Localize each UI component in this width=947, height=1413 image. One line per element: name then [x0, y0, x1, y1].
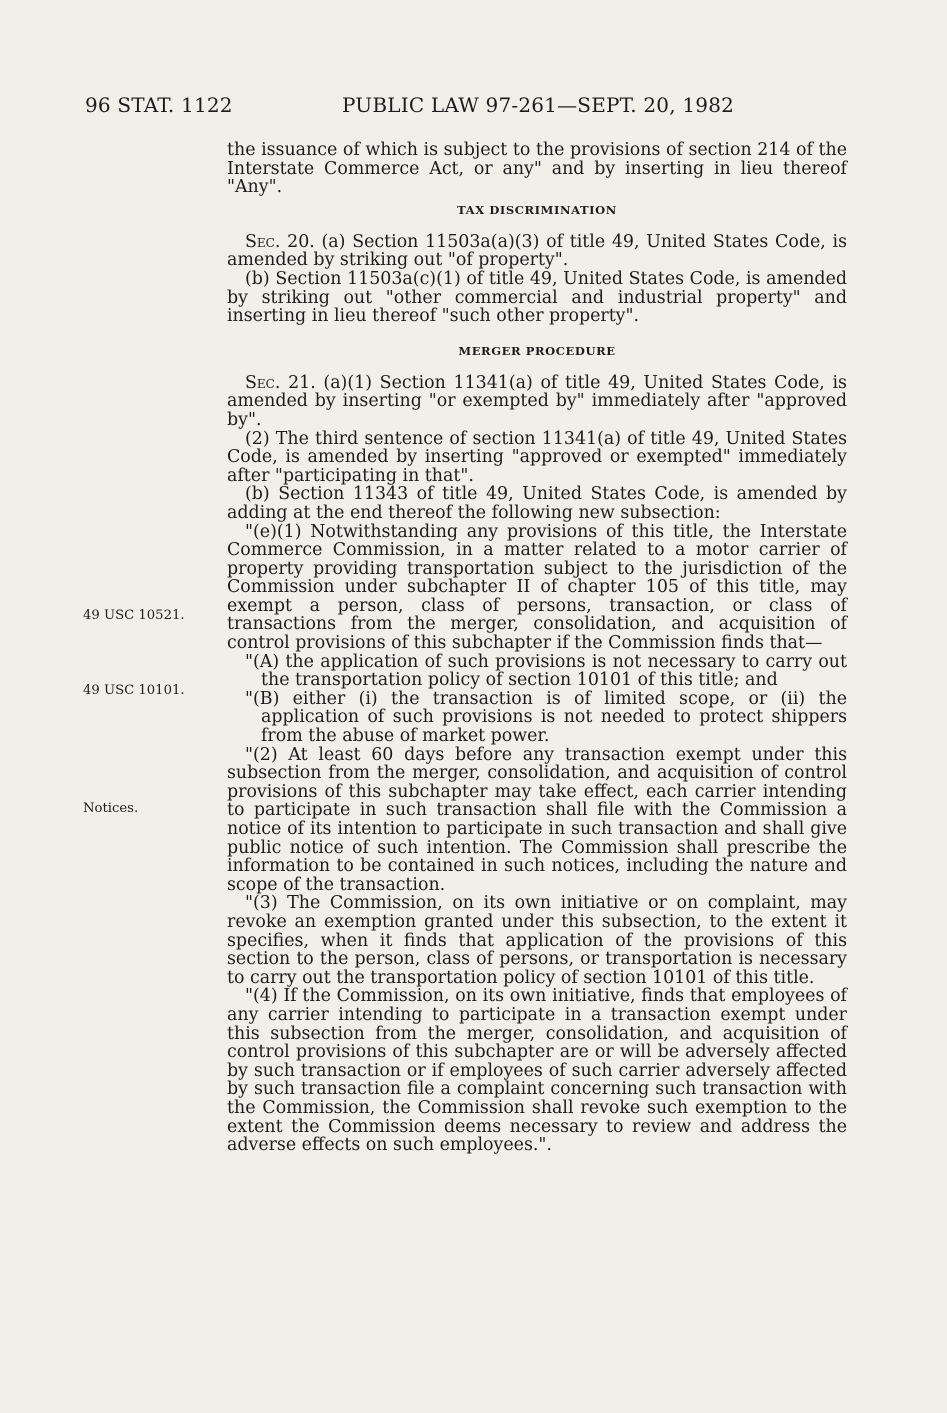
paragraph-sec20-b: (b) Section 11503a(c)(1) of title 49, United States Code, is amended by striking out "other commercial and industrial property" and inserting in lieu thereof "such other property". — [227, 268, 847, 327]
paragraph-e1-A: "(A) the application of such provisions is not necessary to carry out the transportation policy of section 10101 of this title; and — [245, 651, 847, 691]
section-label: Sec. — [245, 372, 281, 393]
sec20-a-text: 20. (a) Section 11503a(a)(3) of title 49, United States Code, is amended by striking out "of property". — [227, 231, 847, 271]
section-label: Sec. — [245, 231, 281, 252]
paragraph-sec21-b: (b) Section 11343 of title 49, United States Code, is amended by adding at the end thereof the following new subsection: — [227, 484, 847, 523]
heading-merger-procedure: MERGER PROCEDURE — [458, 343, 616, 358]
margin-note-usc-10101: 49 USC 10101. — [83, 683, 185, 698]
paragraph-e1: "(e)(1) Notwithstanding any provisions of this title, the Interstate Commerce Commission, in a matter related to a motor carrier of property providing transportation subject to the jurisdiction of the Commission under subchapter II of chapter 105 of this title, may exempt a person, class of persons, transaction, or class of transactions from the merger, consolidation, and acquisition of control provisions of this subchapter if the Commission finds that— — [227, 521, 847, 654]
paragraph-intro: the issuance of which is subject to the provisions of section 214 of the Interstate Commerce Act, or any" and by inserting in lieu thereof "Any". — [227, 140, 847, 198]
paragraph-e3: "(3) The Commission, on its own initiative or on complaint, may revoke an exemption granted under this subsection, to the extent it specifies, when it finds that application of the provisions of this section to the person, class of persons, or transportation is necessary to carry out the transportation policy of section 10101 of this title. — [227, 893, 847, 988]
heading-tax-discrimination: TAX DISCRIMINATION — [457, 202, 617, 217]
paragraph-e1-B: "(B) either (i) the transaction is of limited scope, or (ii) the application of such provisions is not needed to protect shippers from the abuse of market power. — [245, 688, 847, 747]
paragraph-sec20-a — [227, 233, 847, 270]
running-header-title: PUBLIC LAW 97-261—SEPT. 20, 1982 — [342, 93, 735, 117]
paragraph-sec21-a1 — [227, 374, 847, 430]
margin-note-usc-10521: 49 USC 10521. — [83, 608, 185, 623]
paragraph-sec21-a2: (2) The third sentence of section 11341(a) of title 49, United States Code, is amended by inserting "approved or exempted" immediately after "participating in that". — [227, 428, 847, 486]
stat-page-number: 96 STAT. 1122 — [85, 93, 233, 117]
margin-note-notices: Notices. — [83, 801, 139, 816]
sec21-a1-text: 21. (a)(1) Section 11341(a) of title 49, United States Code, is amended by inserting "or exempted by" immediately after "approved by". — [227, 372, 847, 430]
paragraph-e2: "(2) At least 60 days before any transaction exempt under this subsection from the merger, consolidation, and acquisition of control provisions of this subchapter may take effect, each carrier intending to participate in such transaction shall file with the Commission a notice of its intention to participate in such transaction and shall give public notice of such intention. The Commission shall prescribe the information to be contained in such notices, including the nature and scope of the transaction. — [227, 744, 847, 895]
paragraph-e4: "(4) If the Commission, on its own initiative, finds that employees of any carrier intending to participate in a transaction exempt under this subsection from the merger, consolidation, and acquisition of control provisions of this subchapter are or will be adversely affected by such transaction or if employees of such carrier adversely affected by such transaction file a complaint concerning such transaction with the Commission, the Commission shall revoke such exemption to the extent the Commission deems necessary to review and address the adverse effects on such employees.". — [227, 986, 847, 1156]
body-text — [227, 141, 847, 1155]
